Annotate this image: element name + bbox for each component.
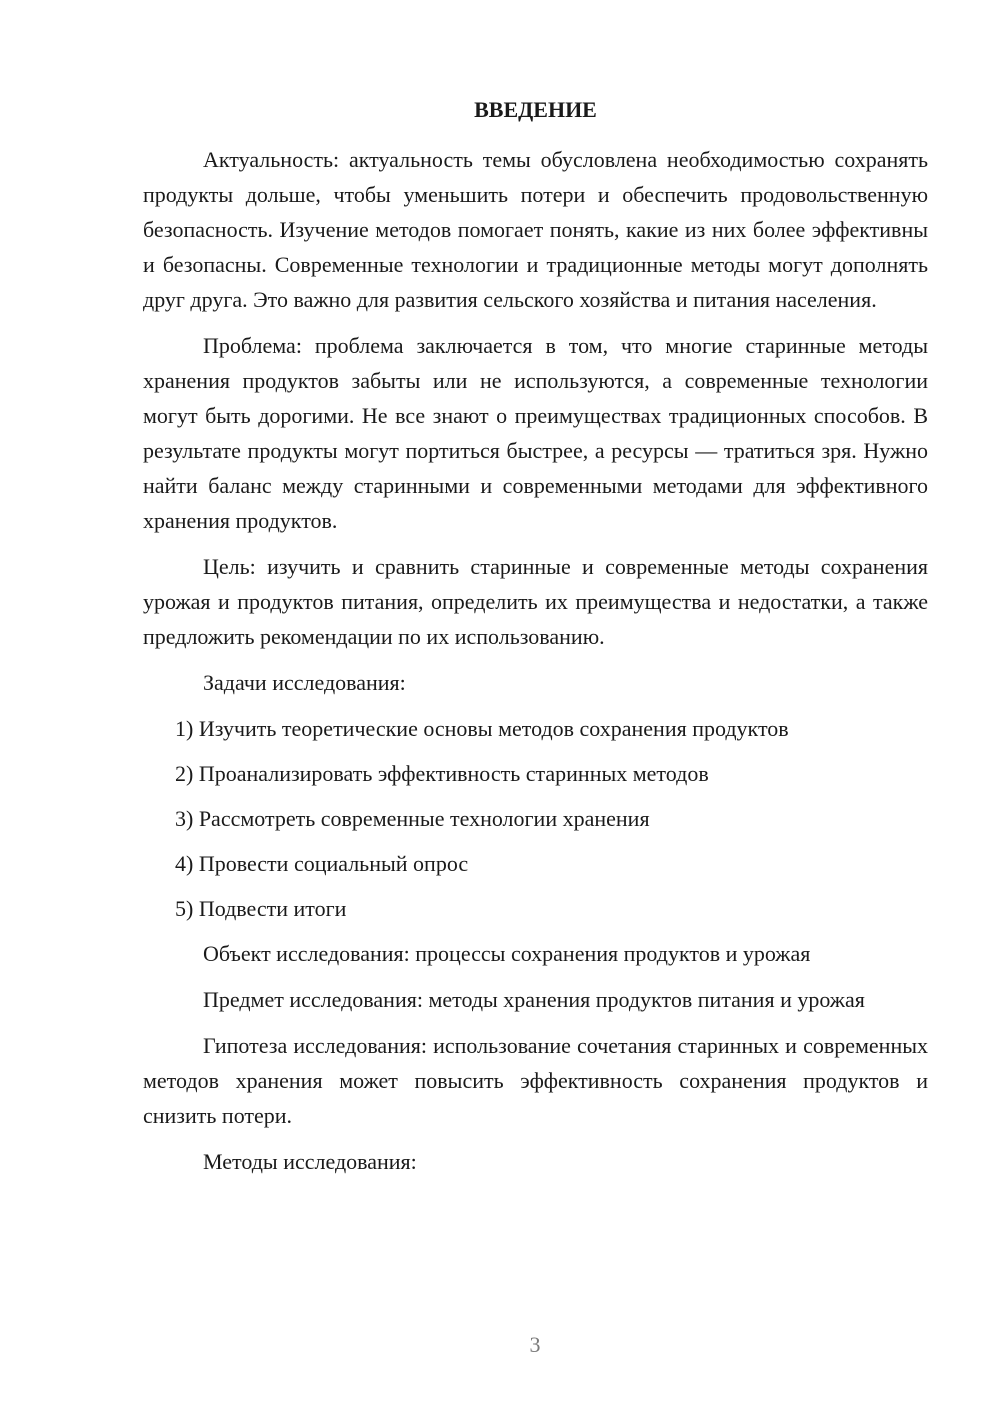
- relevance-paragraph: Актуальность: актуальность темы обусловлена необходимостью сохранять продукты дольше, чтобы уменьшить потери и обеспечить продовольственную безопасность. Изучение методов помогает понять, какие из них более эффективны и безопасны. Современные технологии и традиционные методы могут дополнять друг друга. Это важно для развития сельского хозяйства и питания населения.: [143, 147, 928, 312]
- goal-paragraph: Цель: изучить и сравнить старинные и современные методы сохранения урожая и продуктов питания, определить их преимущества и недостатки, а также предложить рекомендации по их использованию.: [143, 554, 928, 649]
- object-paragraph: Объект исследования: процессы сохранения продуктов и урожая: [203, 941, 811, 966]
- document-page: [143, 92, 928, 1190]
- tasks-heading: Задачи исследования:: [203, 670, 406, 695]
- list-item: 3) Рассмотреть современные технологии хранения: [175, 806, 650, 831]
- subject-paragraph: Предмет исследования: методы хранения продуктов питания и урожая: [203, 987, 865, 1012]
- list-item: 4) Провести социальный опрос: [175, 851, 469, 876]
- list-item: 1) Изучить теоретические основы методов сохранения продуктов: [175, 716, 789, 741]
- list-item: 5) Подвести итоги: [175, 896, 347, 921]
- methods-heading: Методы исследования:: [203, 1149, 417, 1174]
- list-item: 2) Проанализировать эффективность старинных методов: [175, 761, 709, 786]
- section-title: ВВЕДЕНИЕ: [474, 97, 597, 122]
- page-number: 3: [529, 1332, 541, 1357]
- problem-paragraph: Проблема: проблема заключается в том, что многие старинные методы хранения продуктов забыты или не используются, а современные технологии могут быть дорогими. Не все знают о преимуществах традиционных способов. В результате продукты могут портиться быстрее, а ресурсы — тратиться зря. Нужно найти баланс между старинными и современными методами для эффективного хранения продуктов.: [143, 333, 928, 533]
- hypothesis-paragraph: Гипотеза исследования: использование сочетания старинных и современных методов хранения может повысить эффективность сохранения продуктов и снизить потери.: [143, 1033, 928, 1128]
- tasks-list: [143, 711, 928, 926]
